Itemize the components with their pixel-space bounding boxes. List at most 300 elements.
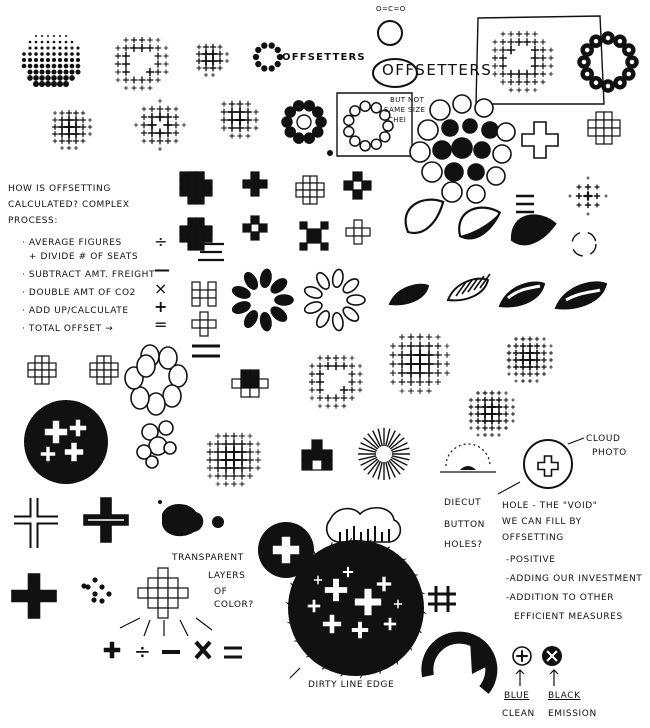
checker-plus-a xyxy=(196,172,204,180)
plus-cloud-6 xyxy=(317,379,324,386)
checker-row4-d xyxy=(354,228,362,236)
halftone-dot xyxy=(58,64,63,69)
layered-cross xyxy=(168,588,178,598)
plus-cloud-frame xyxy=(540,71,545,76)
grid-cross-small xyxy=(604,112,612,120)
petal-ring-solid xyxy=(259,269,272,288)
checker-row4-c xyxy=(300,243,307,250)
plus-cloud-frame xyxy=(540,47,545,52)
plus-cloud-5 xyxy=(254,118,259,123)
halftone-dot xyxy=(76,46,79,49)
layered-cross xyxy=(158,608,168,618)
halftone-dot xyxy=(28,64,33,69)
plus-cloud-1 xyxy=(148,86,152,90)
plus-cloud-10 xyxy=(496,411,502,417)
layer-arrow xyxy=(180,620,188,636)
checker-row4-a xyxy=(196,226,204,234)
layered-cross xyxy=(148,588,158,598)
plus-cloud-10 xyxy=(496,418,501,423)
plus-cloud-4 xyxy=(149,114,156,121)
plus-cloud-4 xyxy=(156,113,164,121)
operator-times: × xyxy=(154,279,169,298)
plus-cloud-1 xyxy=(155,53,161,59)
plus-cloud-6 xyxy=(333,363,340,370)
offsetters-logo-large: OFFSETTERS xyxy=(382,61,493,79)
plus-cloud-9 xyxy=(247,441,253,447)
plus-cloud-8 xyxy=(528,337,532,341)
plus-cloud-7 xyxy=(426,379,432,385)
halftone-dot xyxy=(40,58,44,62)
ink-cloud xyxy=(162,504,203,536)
grid-cross-b xyxy=(90,363,97,370)
plus-cloud-4 xyxy=(158,99,162,103)
grid-cross-b xyxy=(104,363,111,370)
plus-cloud-9 xyxy=(239,473,245,479)
bubble xyxy=(482,122,498,138)
plus-cloud-frame xyxy=(493,72,497,76)
halftone-dot xyxy=(41,41,44,44)
plus-cloud-8 xyxy=(535,337,539,341)
halftone-dot xyxy=(27,75,33,81)
plus-arc xyxy=(585,184,590,189)
plus-cloud-8 xyxy=(507,365,511,369)
blue-arrow xyxy=(516,670,524,686)
dot-diamond xyxy=(99,584,104,589)
plus-cloud-7 xyxy=(427,389,432,394)
halftone-dot xyxy=(40,64,45,69)
checker-plus-a xyxy=(188,172,196,180)
plus-cloud-10 xyxy=(511,412,514,415)
plus-cloud-7 xyxy=(400,335,405,340)
checker-row4-b xyxy=(251,224,259,232)
plus-cloud-3 xyxy=(81,118,86,123)
petal-ring-outline xyxy=(341,276,361,295)
halftone-dot xyxy=(52,64,57,69)
plus-cloud-4 xyxy=(174,139,178,143)
bubble xyxy=(418,120,438,140)
plus-cloud-5 xyxy=(221,117,227,123)
grid-cross-small xyxy=(612,120,620,128)
plus-cloud-2 xyxy=(203,65,208,70)
ink-dot xyxy=(327,150,333,156)
bubble xyxy=(467,185,485,203)
grid-cross-small xyxy=(596,120,604,128)
plus-cloud-10 xyxy=(504,419,508,423)
plus-cloud-8 xyxy=(520,364,526,370)
plus-cloud-9 xyxy=(247,465,253,471)
checker-plus-c xyxy=(303,197,310,204)
grid-cross-small xyxy=(596,128,604,136)
blob-ring xyxy=(137,355,155,377)
loop-ring-inner xyxy=(584,47,590,53)
note-hole-1: HOLE - THE "VOID" xyxy=(502,501,598,511)
plus-cloud-5 xyxy=(237,101,243,107)
plus-cloud-frame xyxy=(549,48,553,52)
plus-cloud-2 xyxy=(225,52,228,55)
halftone-dot xyxy=(46,52,50,56)
plus-cloud-frame xyxy=(508,39,514,45)
halftone-dot xyxy=(35,35,37,37)
plus-cloud-6 xyxy=(341,395,347,401)
note-hole-2: WE CAN FILL BY xyxy=(502,517,582,527)
plus-cloud-frame xyxy=(549,72,553,76)
plus-cloud-7 xyxy=(435,370,441,376)
plus-cloud-7 xyxy=(399,379,405,385)
plus-cloud-3 xyxy=(74,146,77,149)
loop-ring-inner xyxy=(617,80,623,86)
bubble xyxy=(463,119,477,133)
plus-cloud-7 xyxy=(425,351,433,359)
size-ring xyxy=(371,103,381,113)
plus-cloud-8 xyxy=(514,365,519,370)
plus-cloud-6 xyxy=(341,363,347,369)
grid-cross-small xyxy=(612,128,620,136)
plus-cloud-8 xyxy=(549,358,552,361)
plus-cloud-4 xyxy=(142,139,146,143)
plus-cloud-8 xyxy=(508,373,511,376)
plus-cloud-1 xyxy=(155,61,161,67)
black-brick-cross xyxy=(322,460,332,470)
black-brick-cross xyxy=(302,460,312,470)
bubble xyxy=(475,99,493,117)
plus-cloud-6 xyxy=(358,388,362,392)
plus-cloud-9 xyxy=(240,482,245,487)
plus-cloud-frame xyxy=(525,88,529,92)
plus-cloud-7 xyxy=(435,352,442,359)
plus-cloud-1 xyxy=(164,54,168,58)
plus-cloud-9 xyxy=(238,464,246,472)
plus-cloud-5 xyxy=(230,134,234,138)
halftone-dot xyxy=(39,75,45,81)
mouth-solid xyxy=(390,285,428,305)
checker-plus-b xyxy=(243,180,251,188)
halftone-dot xyxy=(45,75,51,81)
plus-cloud-8 xyxy=(534,357,540,363)
layer-arrow xyxy=(144,620,150,636)
plus-cloud-6 xyxy=(310,388,315,393)
bubble xyxy=(410,142,430,162)
plus-cloud-6 xyxy=(333,355,338,360)
plus-cloud-5 xyxy=(254,110,258,114)
offsetters-logo-small: OFFSETTERS xyxy=(282,52,366,63)
plus-cloud-4 xyxy=(165,114,172,121)
halftone-dot xyxy=(75,69,80,74)
halftone-dot xyxy=(70,46,73,49)
halftone-dot xyxy=(29,41,32,44)
plus-cloud-10 xyxy=(475,411,480,416)
plus-cloud-frame xyxy=(492,55,497,60)
leaf-half xyxy=(456,200,500,246)
plus-cloud-6 xyxy=(325,363,332,370)
plus-cloud-frame xyxy=(500,47,506,53)
checker-row4-a xyxy=(188,218,196,226)
plus-cloud-3 xyxy=(81,111,85,115)
operator-divide: ÷ xyxy=(154,232,169,251)
checker-plus-c xyxy=(296,183,303,190)
plus-cloud-10 xyxy=(504,405,508,409)
halftone-dot xyxy=(35,41,38,44)
plus-cloud-10 xyxy=(504,398,508,402)
plus-cloud-9 xyxy=(216,482,220,486)
plus-cloud-10 xyxy=(482,418,488,424)
dot-diamond xyxy=(106,591,111,596)
plus-symbol xyxy=(192,320,200,328)
plus-cloud-frame xyxy=(524,79,530,85)
halftone-dot xyxy=(41,35,43,37)
plus-cloud-5 xyxy=(235,115,244,124)
logo-dot-ring xyxy=(262,66,267,71)
checker-plus-c xyxy=(317,190,324,197)
plus-cloud-3 xyxy=(53,139,57,143)
size-ring xyxy=(350,136,360,146)
plus-symbol xyxy=(200,312,208,320)
checker-plus-a xyxy=(188,188,196,196)
plus-cloud-4 xyxy=(134,123,138,127)
layered-cross xyxy=(148,578,158,588)
checker-plus-a xyxy=(196,196,204,204)
layered-cross xyxy=(138,588,148,598)
op-plus xyxy=(104,642,120,658)
plus-cloud-10 xyxy=(469,419,473,423)
plus-cloud-1 xyxy=(116,46,120,50)
plus-cloud-frame xyxy=(500,71,506,77)
leader-line-2 xyxy=(498,482,520,494)
size-ring xyxy=(344,127,354,137)
loop-ring-inner xyxy=(581,59,587,65)
plus-cloud-7 xyxy=(425,342,432,349)
plus-cloud-frame xyxy=(509,32,514,37)
note-same-size-1: BUT NOT xyxy=(390,96,425,104)
halftone-dot xyxy=(39,81,45,87)
plus-cloud-10 xyxy=(497,391,501,395)
size-ring xyxy=(350,106,360,116)
plus-cloud-frame xyxy=(523,70,530,77)
plus-cloud-7 xyxy=(445,371,450,376)
loop-ring-inner xyxy=(593,38,599,44)
plus-cloud-7 xyxy=(391,344,396,349)
plus-arc xyxy=(585,202,590,207)
plus-cloud-1 xyxy=(124,38,128,42)
bubble xyxy=(445,163,463,181)
checker-plus-a xyxy=(180,188,188,196)
checker-plus-c xyxy=(303,176,310,183)
plus-cloud-3 xyxy=(65,130,72,137)
bubble-cluster xyxy=(146,456,158,468)
plus-cloud-7 xyxy=(435,343,441,349)
note-hole-3: OFFSETTING xyxy=(502,533,564,543)
plus-cloud-4 xyxy=(149,130,156,137)
plus-cloud-8 xyxy=(520,350,526,356)
plus-cloud-1 xyxy=(155,45,160,50)
plus-cloud-frame xyxy=(500,55,507,62)
halftone-dot xyxy=(52,52,56,56)
plus-cloud-9 xyxy=(238,440,245,447)
brick-cross xyxy=(259,379,268,388)
plus-cloud-4 xyxy=(173,122,179,128)
plus-cloud-1 xyxy=(139,77,145,83)
plus-cloud-10 xyxy=(482,411,489,418)
bubble xyxy=(493,145,511,163)
plus-cloud-9 xyxy=(216,434,221,439)
plus-cloud-6 xyxy=(334,404,338,408)
black-brick-cross xyxy=(312,460,322,470)
layered-cross xyxy=(158,588,168,598)
dot-diamond xyxy=(92,577,97,582)
plus-cloud-frame xyxy=(501,32,505,36)
plus-cloud-5 xyxy=(229,125,236,132)
operator-plus: + xyxy=(154,297,169,316)
bead-ring xyxy=(316,117,326,127)
plus-cloud-1 xyxy=(131,37,136,42)
plus-cloud-1 xyxy=(115,61,120,66)
plus-cloud-8 xyxy=(542,344,546,348)
plus-cloud-9 xyxy=(208,442,213,447)
plus-symbol xyxy=(200,320,208,328)
plus-cloud-6 xyxy=(325,395,331,401)
plus-cloud-6 xyxy=(349,379,355,385)
plus-cloud-frame xyxy=(507,46,514,53)
plus-cloud-10 xyxy=(504,412,509,417)
plus-cloud-6 xyxy=(341,387,348,394)
grid-cross-b xyxy=(104,370,111,377)
plus-cloud-3 xyxy=(80,124,85,129)
plus-cloud-7 xyxy=(390,361,396,367)
plus-cloud-6 xyxy=(309,371,314,376)
plus-cloud-9 xyxy=(232,482,237,487)
plus-cloud-5 xyxy=(228,108,236,116)
checker-row4-c xyxy=(307,236,314,243)
plus-cloud-8 xyxy=(542,372,545,375)
plus-cloud-6 xyxy=(342,356,347,361)
note-emission: EMISSION xyxy=(548,709,597,719)
plus-cloud-9 xyxy=(231,433,237,439)
halftone-dot xyxy=(76,58,80,62)
note-diecut-1: DIECUT xyxy=(444,498,482,508)
plus-arc xyxy=(605,195,608,198)
grid-cross-b xyxy=(97,363,104,370)
plus-arc xyxy=(584,192,592,200)
plus-cloud-1 xyxy=(147,45,153,51)
plus-cloud-frame xyxy=(500,63,506,69)
plus-cloud-3 xyxy=(67,146,71,150)
plus-cloud-7 xyxy=(425,360,434,369)
checker-plus-c xyxy=(296,190,303,197)
plus-cloud-4 xyxy=(142,107,146,111)
petal-ring-solid xyxy=(259,312,272,331)
plus-cloud-4 xyxy=(141,122,147,128)
plus-cloud-8 xyxy=(514,337,517,340)
plus-arc xyxy=(576,193,581,198)
grid-cross-small xyxy=(604,128,612,136)
checker-row4-d xyxy=(346,228,354,236)
halftone-dot xyxy=(64,64,69,69)
layered-cross xyxy=(158,568,168,578)
op-equals xyxy=(224,648,242,657)
loop-ring-inner xyxy=(626,71,632,77)
checker-plus-a xyxy=(196,188,204,196)
plus-cloud-3 xyxy=(53,132,58,137)
halftone-dot xyxy=(40,52,44,56)
note-bullet-1: -POSITIVE xyxy=(506,555,556,565)
plus-cloud-5 xyxy=(238,134,243,139)
bubble xyxy=(452,138,472,158)
plus-cloud-7 xyxy=(391,380,395,384)
plus-cloud-8 xyxy=(507,344,510,347)
loop-ring-inner xyxy=(593,80,599,86)
plus-cloud-3 xyxy=(60,111,64,115)
plus-cloud-9 xyxy=(223,473,230,480)
plus-cloud-frame xyxy=(516,79,522,85)
loop-ring-inner xyxy=(605,83,611,89)
checker-row4-a xyxy=(188,234,196,242)
gauge-arc xyxy=(446,444,490,466)
grid-cross-small xyxy=(596,112,604,120)
dirty-edge-stroke xyxy=(408,574,418,575)
note-transparent-1: TRANSPARENT xyxy=(172,553,244,563)
halftone-dot xyxy=(57,81,63,87)
size-ring xyxy=(360,141,370,151)
plus-cloud-frame xyxy=(549,64,553,68)
note-bullet-2: -ADDING OUR INVESTMENT xyxy=(506,574,643,584)
halftone-dot xyxy=(70,52,74,56)
knot-symbol xyxy=(208,298,216,306)
plus-cloud-6 xyxy=(317,395,322,400)
equals-symbol xyxy=(192,346,220,356)
plus-cloud-7 xyxy=(436,335,440,339)
plus-cloud-6 xyxy=(310,396,314,400)
plus-cloud-1 xyxy=(164,46,168,50)
bubble xyxy=(468,164,484,180)
black-brick-cross xyxy=(322,450,332,460)
checker-plus-a xyxy=(196,180,204,188)
halftone-dot xyxy=(46,58,50,62)
plus-cloud-1 xyxy=(139,37,144,42)
plus-cloud-8 xyxy=(521,372,525,376)
plus-cloud-3 xyxy=(72,123,79,130)
plus-cloud-9 xyxy=(230,464,239,473)
plus-cloud-7 xyxy=(444,361,449,366)
checker-plus-d xyxy=(362,181,371,190)
plus-cloud-8 xyxy=(514,372,518,376)
grid-cross-b xyxy=(97,370,104,377)
grid-cross-b xyxy=(97,377,104,384)
plus-cloud-10 xyxy=(489,404,496,411)
logo-dot-ring xyxy=(254,55,259,60)
plus-cloud-10 xyxy=(505,392,508,395)
checker-plus-a xyxy=(204,180,212,188)
halftone-dot xyxy=(63,81,69,87)
plus-cloud-1 xyxy=(116,78,120,82)
checker-plus-c xyxy=(310,176,317,183)
checker-row4-c xyxy=(314,236,321,243)
plus-cloud-4 xyxy=(148,121,156,129)
plus-cloud-10 xyxy=(497,426,501,430)
plus-cloud-4 xyxy=(157,106,163,112)
plus-cloud-8 xyxy=(550,366,553,369)
note-cloud: CLOUD xyxy=(586,434,621,444)
petal-ring-outline xyxy=(331,312,344,331)
checker-plus-a xyxy=(204,188,212,196)
plus-cloud-10 xyxy=(469,398,472,401)
checker-row4-c xyxy=(307,229,314,236)
halftone-dot xyxy=(53,35,55,37)
process-step-3: · DOUBLE AMT OF CO2 xyxy=(22,288,136,298)
layered-cross xyxy=(178,588,188,598)
grid-cross-b xyxy=(90,370,97,377)
operator-equals: = xyxy=(154,315,169,334)
plus-arc xyxy=(594,193,599,198)
plus-cloud-6 xyxy=(325,355,330,360)
